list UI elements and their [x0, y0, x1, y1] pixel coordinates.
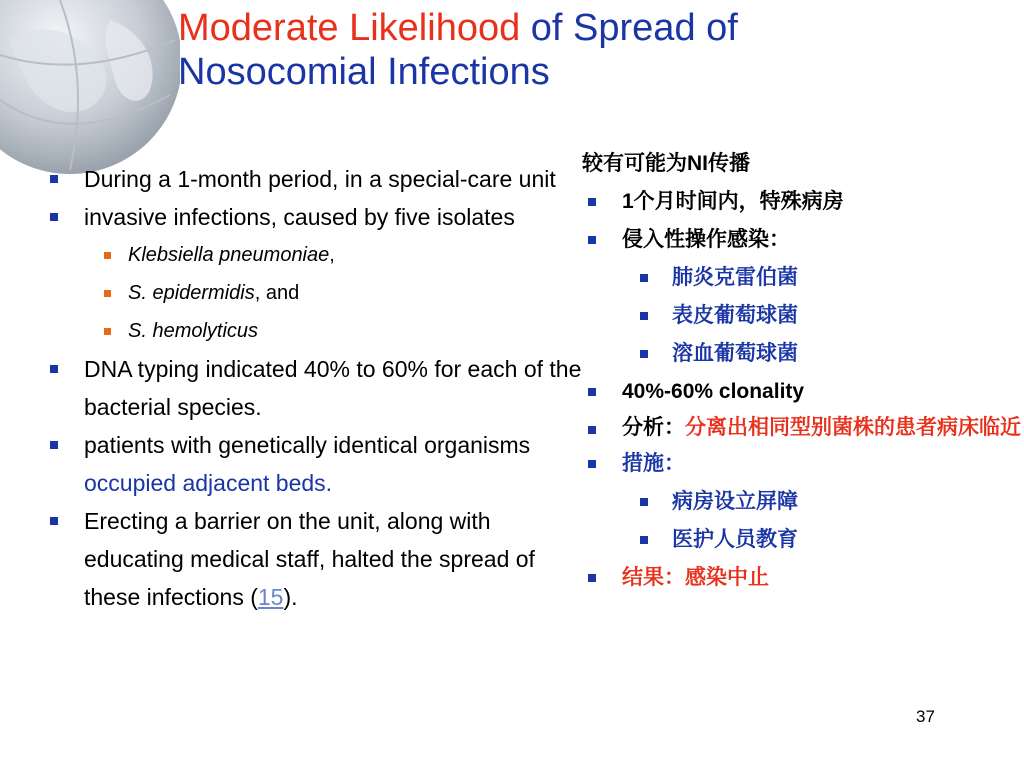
cn-bullet-5: 措施：	[582, 445, 1022, 483]
square-bullet-icon	[588, 236, 596, 244]
cn-sub-bullet-4: 病房设立屏障	[582, 483, 1022, 521]
cn-sub-bullet-1: 肺炎克雷伯菌	[582, 259, 1022, 297]
english-bullets	[44, 160, 584, 616]
title-highlight: Moderate Likelihood	[178, 7, 521, 49]
bullet-3: DNA typing indicated 40% to 60% for each of the bacterial species.	[44, 350, 584, 426]
square-bullet-icon	[50, 517, 58, 525]
square-bullet-icon	[588, 198, 596, 206]
slide-title	[178, 6, 938, 94]
cn-bullet-1: 1个月时间内，特殊病房	[582, 183, 1022, 221]
square-bullet-icon	[588, 426, 596, 434]
title-rest: of Spread of Nosocomial Infections	[178, 7, 738, 93]
square-bullet-icon	[640, 350, 648, 358]
cn-bullet-2: 侵入性操作感染：	[582, 221, 1022, 259]
sub-bullet-2: S. epidermidis, and	[44, 274, 584, 312]
square-bullet-icon	[640, 274, 648, 282]
square-bullet-icon	[588, 574, 596, 582]
square-bullet-icon	[104, 328, 111, 335]
square-bullet-icon	[588, 388, 596, 396]
square-bullet-icon	[104, 252, 111, 259]
cn-bullet-3: 40%-60% clonality	[582, 373, 1022, 411]
reference-link[interactable]: 15	[257, 584, 284, 610]
chinese-bullets	[582, 145, 1022, 597]
square-bullet-icon	[104, 290, 111, 297]
cn-bullet-6: 结果：感染中止	[582, 559, 1022, 597]
square-bullet-icon	[50, 441, 58, 449]
square-bullet-icon	[640, 536, 648, 544]
cn-sub-bullet-3: 溶血葡萄球菌	[582, 335, 1022, 373]
square-bullet-icon	[640, 498, 648, 506]
page-number: 37	[916, 707, 935, 726]
bullet-4: patients with genetically identical organisms occupied adjacent beds.	[44, 426, 584, 502]
sub-bullet-1: Klebsiella pneumoniae,	[44, 236, 584, 274]
square-bullet-icon	[50, 213, 58, 221]
sub-bullet-3: S. hemolyticus	[44, 312, 584, 350]
bullet-5: Erecting a barrier on the unit, along with educating medical staff, halted the spread of these infections (15).	[44, 502, 584, 616]
bullet-1: During a 1-month period, in a special-care unit	[44, 160, 584, 198]
square-bullet-icon	[50, 365, 58, 373]
bullet-2: invasive infections, caused by five isolates	[44, 198, 584, 236]
cn-bullet-4: 分析：分离出相同型别菌株的患者病床临近	[582, 411, 1022, 445]
square-bullet-icon	[588, 460, 596, 468]
square-bullet-icon	[640, 312, 648, 320]
cn-sub-bullet-2: 表皮葡萄球菌	[582, 297, 1022, 335]
globe-logo	[0, 0, 180, 175]
chinese-heading: 较有可能为NI传播	[582, 152, 750, 175]
square-bullet-icon	[50, 175, 58, 183]
cn-sub-bullet-5: 医护人员教育	[582, 521, 1022, 559]
